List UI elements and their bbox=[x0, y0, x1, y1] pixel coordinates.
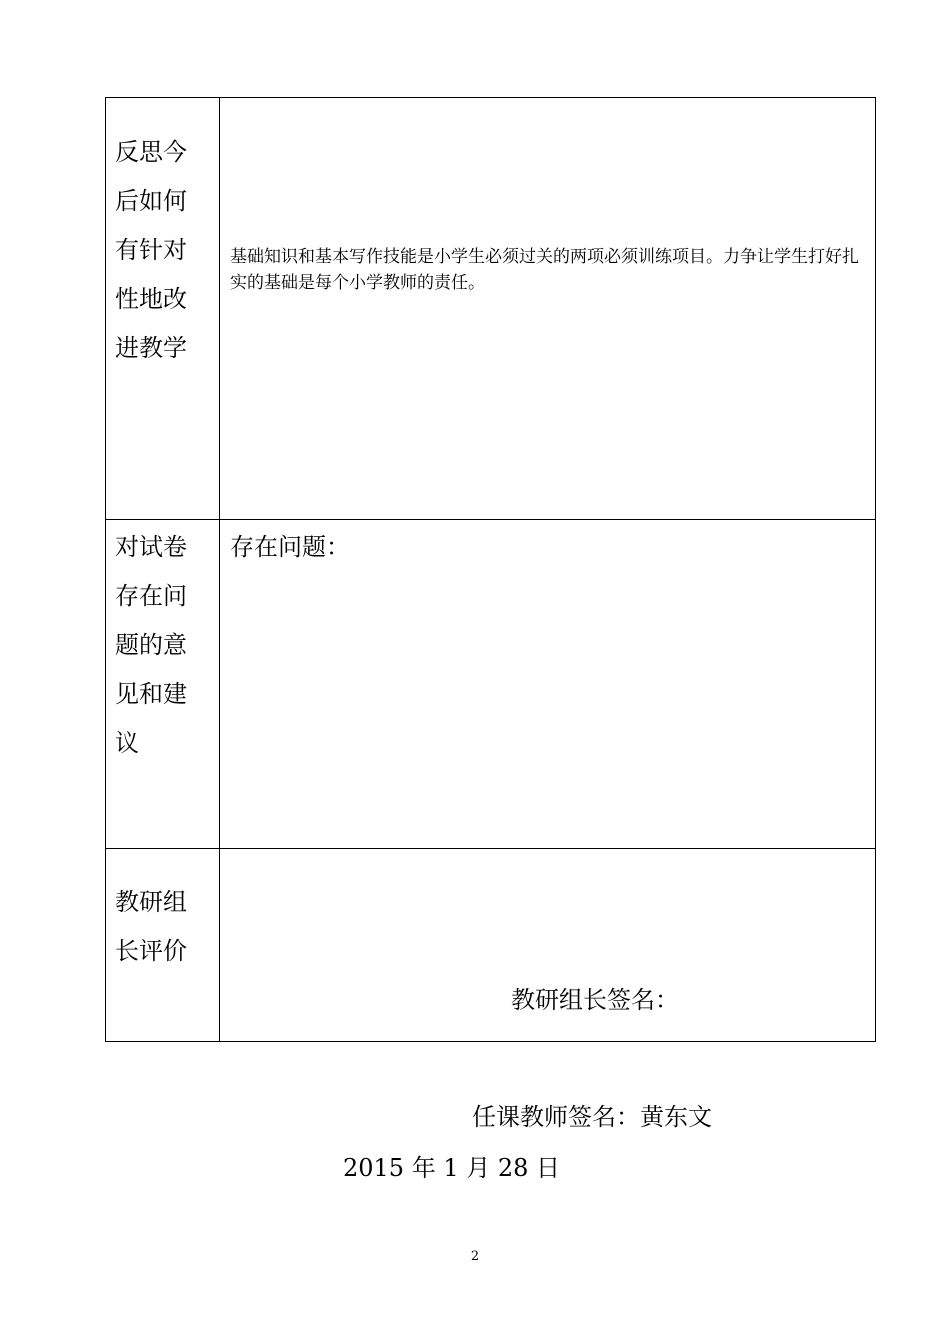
label-cell bbox=[106, 520, 220, 849]
label-cell bbox=[106, 849, 220, 1042]
issues-content: 存在问题： bbox=[230, 533, 350, 561]
page-number: 2 bbox=[470, 1249, 480, 1264]
form-row-reflection bbox=[106, 98, 876, 520]
content-cell bbox=[220, 849, 876, 1042]
row-label-suggestions: 对试卷存在问题的意见和建议 bbox=[115, 533, 187, 757]
label-cell bbox=[106, 98, 220, 520]
form-row-group-leader-evaluation bbox=[106, 849, 876, 1042]
group-leader-signature-label: 教研组长签名： bbox=[511, 986, 679, 1014]
form-row-suggestions bbox=[106, 520, 876, 849]
teacher-signature: 任课教师签名：黄东文 bbox=[472, 1103, 712, 1131]
content-cell bbox=[220, 98, 876, 520]
evaluation-form-table bbox=[105, 97, 876, 1042]
content-cell bbox=[220, 520, 876, 849]
reflection-content: 基础知识和基本写作技能是小学生必须过关的两项必须训练项目。力争让学生打好扎实的基础是每个小学教师的责任。 bbox=[230, 247, 859, 293]
row-label-group-leader-evaluation: 教研组长评价 bbox=[115, 888, 187, 965]
signature-date: 2015 年 1 月 28 日 bbox=[343, 1154, 561, 1182]
row-label-reflection: 反思今后如何有针对性地改进教学 bbox=[115, 138, 187, 362]
